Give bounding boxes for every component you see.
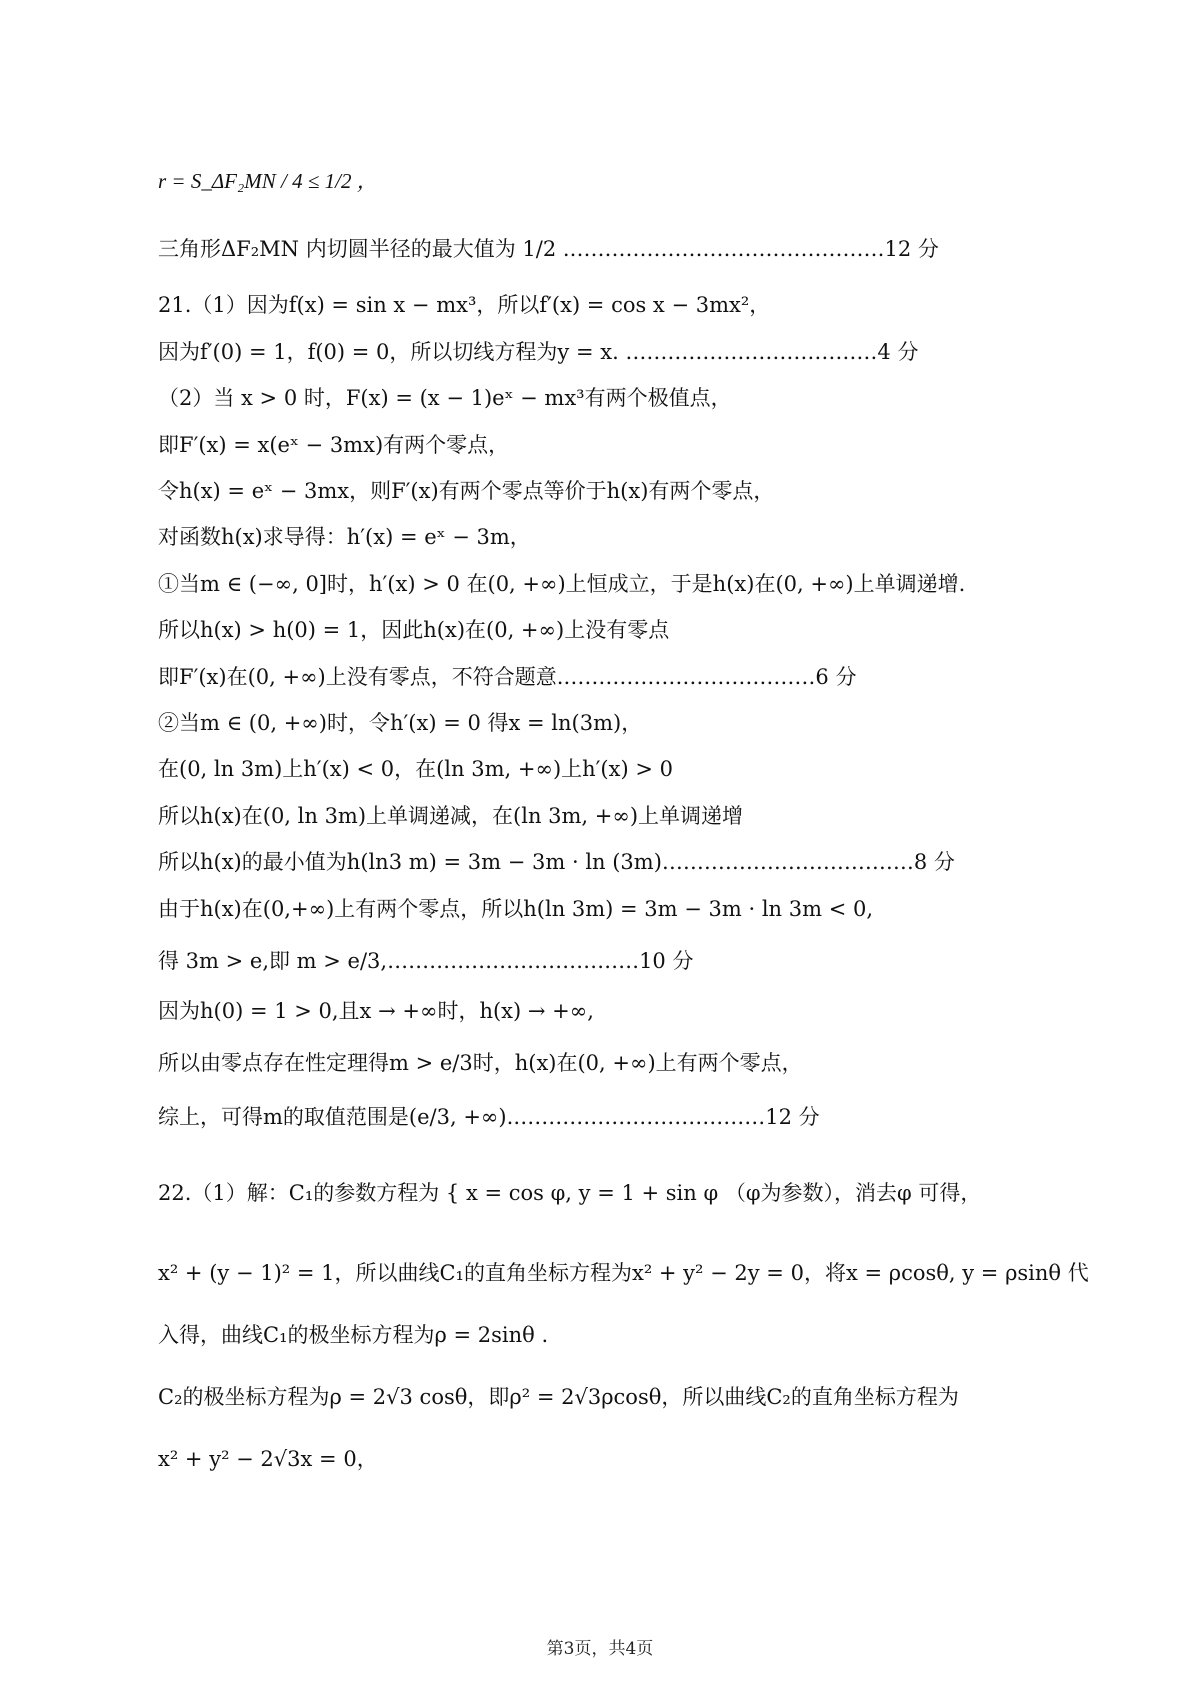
line-25: x² + y² − 2√3x = 0， xyxy=(158,1447,378,1471)
line-10: 所以h(x) > h(0) = 1，因此h(x)在(0, +∞)上没有零点 xyxy=(158,618,670,642)
line-22: x² + (y − 1)² = 1，所以曲线C₁的直角坐标方程为x² + y² − 2y = 0，将x = ρcosθ, y = ρsinθ 代 xyxy=(158,1261,1089,1285)
line-13: 在(0, ln 3m)上h′(x) < 0，在(ln 3m, +∞)上h′(x) > 0 xyxy=(158,757,673,781)
line-18: 因为h(0) = 1 > 0,且x → +∞时，h(x) → +∞, xyxy=(158,999,594,1023)
line-2: 三角形ΔF₂MN 内切圆半径的最大值为 1/2 .………………………………………12 分 xyxy=(158,237,939,261)
line-3: 21.（1）因为f(x) = sin x − mx³，所以f′(x) = cos x − 3mx²， xyxy=(158,293,771,317)
line-1: r = S_ΔF₂MN / 4 ≤ 1/2 ， xyxy=(158,169,378,193)
line-21: 22.（1）解：C₁的参数方程为 { x = cos φ, y = 1 + sin φ （φ为参数），消去φ 可得， xyxy=(158,1181,982,1205)
line-23: 入得，曲线C₁的极坐标方程为ρ = 2sinθ . xyxy=(158,1323,549,1347)
line-6: 即F′(x) = x(eˣ − 3mx)有两个零点， xyxy=(158,433,510,457)
line-12: ②当m ∈ (0, +∞)时，令h′(x) = 0 得x = ln(3m)， xyxy=(158,711,643,735)
line-7: 令h(x) = eˣ − 3mx，则F′(x)有两个零点等价于h(x)有两个零点， xyxy=(158,479,775,503)
line-4: 因为f′(0) = 1，f(0) = 0，所以切线方程为y = x. ………………………………4 分 xyxy=(158,340,919,364)
line-9: ①当m ∈ (−∞, 0]时，h′(x) > 0 在(0, +∞)上恒成立，于是h(x)在(0, +∞)上单调递增. xyxy=(158,572,966,596)
line-14: 所以h(x)在(0, ln 3m)上单调递减，在(ln 3m, +∞)上单调递增 xyxy=(158,804,744,828)
line-19: 所以由零点存在性定理得m > e/3时，h(x)在(0, +∞)上有两个零点， xyxy=(158,1051,803,1075)
line-17: 得 3m > e,即 m > e/3,………………………………10 分 xyxy=(158,949,694,973)
line-15: 所以h(x)的最小值为h(ln3 m) = 3m − 3m · ln (3m)………………………………8 分 xyxy=(158,850,955,874)
line-5: （2）当 x > 0 时，F(x) = (x − 1)eˣ − mx³有两个极值点， xyxy=(158,386,732,410)
line-20: 综上，可得m的取值范围是(e/3, +∞).………………………………12 分 xyxy=(158,1105,820,1129)
line-11: 即F′(x)在(0, +∞)上没有零点，不符合题意.………………………………6 分 xyxy=(158,665,857,689)
line-8: 对函数h(x)求导得：h′(x) = eˣ − 3m， xyxy=(158,525,531,549)
line-24: C₂的极坐标方程为ρ = 2√3 cosθ，即ρ² = 2√3ρcosθ，所以曲线C₂的直角坐标方程为 xyxy=(158,1385,959,1409)
line-16: 由于h(x)在(0,+∞)上有两个零点，所以h(ln 3m) = 3m − 3m · ln 3m < 0, xyxy=(158,897,874,921)
page-footer: 第3页，共4页 xyxy=(546,1639,654,1659)
